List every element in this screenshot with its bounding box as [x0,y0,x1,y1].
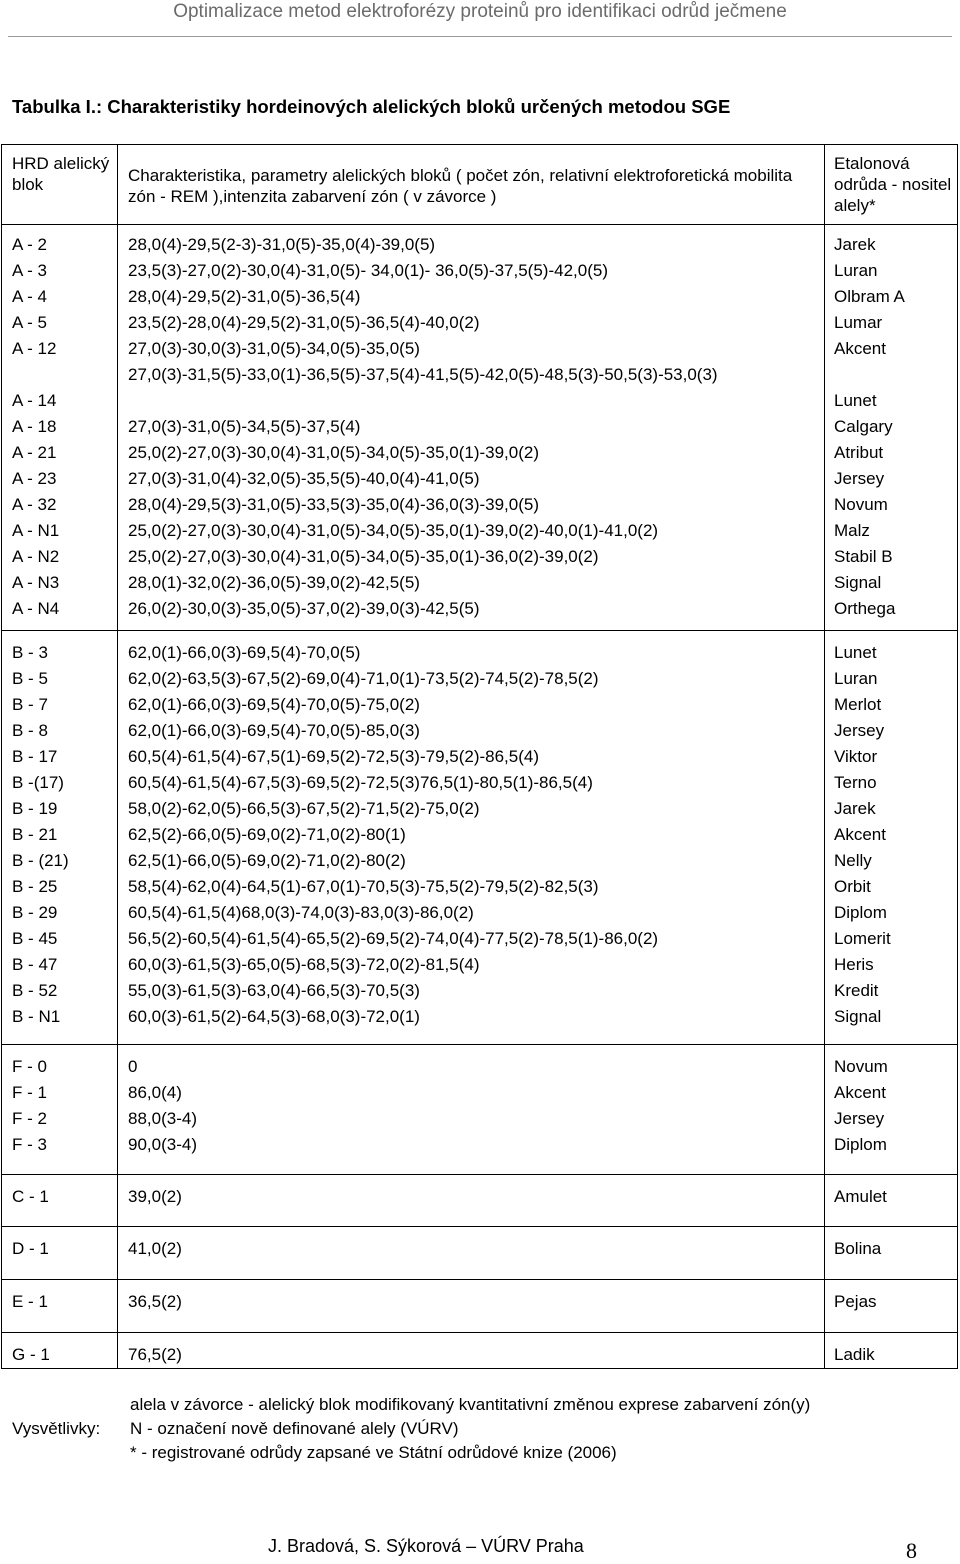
cell-characteristics: 28,0(4)-29,5(3)-31,0(5)-33,5(3)-35,0(4)-36,0(3)-39,0(5) [128,495,540,514]
cell-characteristics: 0 [128,1057,138,1076]
cell-etalon-variety: Jarek [834,799,876,818]
table-row [0,310,959,336]
cell-characteristics: 56,5(2)-60,5(4)-61,5(4)-65,5(2)-69,5(2)-74,0(4)-77,5(2)-78,5(1)-86,0(2) [128,929,659,948]
cell-etalon-variety: Amulet [834,1187,887,1206]
cell-etalon-variety: Akcent [834,339,886,358]
cell-allele-block: F - 0 [12,1057,47,1076]
table-row [0,596,959,622]
cell-allele-block: A - 21 [12,443,57,462]
cell-characteristics: 60,0(3)-61,5(2)-64,5(3)-68,0(3)-72,0(1) [128,1007,420,1026]
cell-allele-block: B - 17 [12,747,58,766]
cell-allele-block: C - 1 [12,1187,49,1206]
table-rule [1,1332,958,1333]
table-row [0,492,959,518]
cell-allele-block: B - 8 [12,721,48,740]
cell-allele-block: F - 1 [12,1083,47,1102]
table-row [0,952,959,978]
table-column-rule [117,144,118,1369]
cell-characteristics: 62,0(1)-66,0(3)-69,5(4)-70,0(5)-85,0(3) [128,721,420,740]
cell-etalon-variety: Jarek [834,235,876,254]
cell-characteristics: 58,5(4)-62,0(4)-64,5(1)-67,0(1)-70,5(3)-75,5(2)-79,5(2)-82,5(3) [128,877,599,896]
table-row [0,544,959,570]
cell-allele-block: B - 29 [12,903,58,922]
cell-etalon-variety: Diplom [834,1135,887,1154]
cell-etalon-variety: Jersey [834,1109,885,1128]
cell-etalon-variety: Bolina [834,1239,882,1258]
table-row [0,466,959,492]
cell-allele-block: A - 4 [12,287,47,306]
cell-characteristics: 90,0(3-4) [128,1135,197,1154]
legend-label: Vysvětlivky: [12,1419,101,1438]
cell-etalon-variety: Lomerit [834,929,891,948]
cell-allele-block: B - 45 [12,929,58,948]
table-column-rule [957,144,958,1369]
header-col-etalon-variety: Etalonová odrůda - nositel alely* [834,154,952,215]
cell-allele-block: B -(17) [12,773,64,792]
cell-etalon-variety: Heris [834,955,874,974]
table-row [0,1342,959,1368]
table-row [0,900,959,926]
table-column-rule [1,144,2,1369]
cell-allele-block: B - 21 [12,825,58,844]
cell-etalon-variety: Kredit [834,981,879,1000]
table-caption: Tabulka I.: Charakteristiky hordeinových alelických bloků určených metodou SGE [12,96,731,117]
cell-etalon-variety: Luran [834,261,878,280]
table-row [0,414,959,440]
cell-etalon-variety: Lunet [834,391,877,410]
cell-characteristics: 58,0(2)-62,0(5)-66,5(3)-67,5(2)-71,5(2)-75,0(2) [128,799,480,818]
table-row [0,692,959,718]
cell-allele-block: A - N4 [12,599,60,618]
cell-allele-block: A - 32 [12,495,57,514]
table-rule [1,630,958,631]
cell-characteristics: 28,0(4)-29,5(2)-31,0(5)-36,5(4) [128,287,361,306]
cell-allele-block: A - 2 [12,235,47,254]
cell-characteristics: 27,0(3)-31,5(5)-33,0(1)-36,5(5)-37,5(4)-41,5(5)-42,0(5)-48,5(3)-50,5(3)-53,0(3) [128,365,718,384]
table-row [0,926,959,952]
cell-etalon-variety: Nelly [834,851,872,870]
cell-characteristics: 62,5(2)-66,0(5)-69,0(2)-71,0(2)-80(1) [128,825,406,844]
cell-allele-block: A - 23 [12,469,57,488]
cell-characteristics: 62,0(1)-66,0(3)-69,5(4)-70,0(5) [128,643,361,662]
table-row [0,822,959,848]
cell-etalon-variety: Atribut [834,443,884,462]
footer-authors: J. Bradová, S. Sýkorová – VÚRV Praha [268,1536,584,1556]
table-rule [1,224,958,225]
cell-etalon-variety: Signal [834,1007,882,1026]
cell-etalon-variety: Olbram A [834,287,905,306]
table-row [0,796,959,822]
cell-allele-block: A - 14 [12,391,57,410]
table-row [0,258,959,284]
cell-characteristics: 26,0(2)-30,0(3)-35,0(5)-37,0(2)-39,0(3)-42,5(5) [128,599,480,618]
cell-characteristics: 23,5(3)-27,0(2)-30,0(4)-31,0(5)- 34,0(1)- 36,0(5)-37,5(5)-42,0(5) [128,261,608,280]
cell-characteristics: 36,5(2) [128,1292,182,1311]
legend-line: alela v závorce - alelický blok modifikovaný kvantitativní změnou exprese zabarvení zón(y) [130,1395,811,1414]
cell-allele-block: E - 1 [12,1292,48,1311]
cell-characteristics: 86,0(4) [128,1083,182,1102]
cell-etalon-variety: Akcent [834,825,886,844]
cell-allele-block: A - 12 [12,339,57,358]
header-col-characteristics: Charakteristika, parametry alelických bloků ( počet zón, relativní elektroforetická mobilita zón - REM ),intenzita zabarvení zón ( v závorce ) [128,166,793,206]
cell-etalon-variety: Orbit [834,877,871,896]
cell-allele-block: B - 3 [12,643,48,662]
table-rule [1,1226,958,1227]
cell-allele-block: B - N1 [12,1007,61,1026]
cell-etalon-variety: Pejas [834,1292,877,1311]
table-row [0,1106,959,1132]
table-row [0,1289,959,1315]
table-rule [1,144,958,145]
cell-allele-block: G - 1 [12,1345,50,1364]
table-row [0,1054,959,1080]
table-column-rule [824,144,825,1369]
table-row [0,440,959,466]
table-row [0,1132,959,1158]
table-row [0,874,959,900]
cell-etalon-variety: Akcent [834,1083,886,1102]
table-row [0,1004,959,1030]
cell-etalon-variety: Orthega [834,599,896,618]
page-number: 8 [906,1538,917,1563]
cell-characteristics: 62,0(1)-66,0(3)-69,5(4)-70,0(5)-75,0(2) [128,695,420,714]
cell-etalon-variety: Calgary [834,417,893,436]
table-row [0,978,959,1004]
table-row [0,666,959,692]
cell-allele-block: B - 52 [12,981,58,1000]
table-row [0,518,959,544]
cell-characteristics: 28,0(4)-29,5(2-3)-31,0(5)-35,0(4)-39,0(5) [128,235,436,254]
table-row [0,362,959,414]
cell-characteristics: 41,0(2) [128,1239,182,1258]
cell-characteristics: 25,0(2)-27,0(3)-30,0(4)-31,0(5)-34,0(5)-35,0(1)-39,0(2) [128,443,540,462]
cell-allele-block: B - (21) [12,851,69,870]
cell-allele-block: A - 5 [12,313,47,332]
table-row [0,770,959,796]
cell-etalon-variety: Merlot [834,695,882,714]
cell-characteristics: 55,0(3)-61,5(3)-63,0(4)-66,5(3)-70,5(3) [128,981,420,1000]
cell-allele-block: A - 3 [12,261,47,280]
page-header-title: Optimalizace metod elektroforézy proteinů pro identifikaci odrůd ječmene [173,1,787,22]
table-rule [1,1044,958,1045]
cell-characteristics: 39,0(2) [128,1187,182,1206]
cell-characteristics: 28,0(1)-32,0(2)-36,0(5)-39,0(2)-42,5(5) [128,573,420,592]
cell-characteristics: 25,0(2)-27,0(3)-30,0(4)-31,0(5)-34,0(5)-35,0(1)-39,0(2)-40,0(1)-41,0(2) [128,521,659,540]
cell-allele-block: A - N3 [12,573,60,592]
cell-characteristics: 60,5(4)-61,5(4)-67,5(1)-69,5(2)-72,5(3)-79,5(2)-86,5(4) [128,747,540,766]
cell-allele-block: A - N1 [12,521,60,540]
cell-characteristics: 76,5(2) [128,1345,182,1364]
table-row [0,640,959,666]
cell-allele-block: B - 25 [12,877,58,896]
header-col-allele-block: HRD alelický blok [12,154,110,194]
table-row [0,848,959,874]
legend-line: N - označení nově definované alely (VÚRV) [130,1419,459,1438]
cell-etalon-variety: Lumar [834,313,883,332]
cell-etalon-variety: Jersey [834,469,885,488]
cell-etalon-variety: Malz [834,521,870,540]
table-rule [1,1174,958,1175]
cell-etalon-variety: Stabil B [834,547,893,566]
cell-allele-block: B - 5 [12,669,48,688]
cell-allele-block: F - 2 [12,1109,47,1128]
cell-etalon-variety: Terno [834,773,877,792]
table-row [0,232,959,258]
cell-etalon-variety: Lunet [834,643,877,662]
table-row [0,284,959,310]
cell-allele-block: B - 19 [12,799,58,818]
cell-characteristics: 23,5(2)-28,0(4)-29,5(2)-31,0(5)-36,5(4)-40,0(2) [128,313,480,332]
header-divider [8,36,952,37]
cell-etalon-variety: Diplom [834,903,887,922]
allele-table [0,144,959,1369]
cell-etalon-variety: Viktor [834,747,878,766]
table-row [0,1184,959,1210]
cell-etalon-variety: Luran [834,669,878,688]
cell-etalon-variety: Signal [834,573,882,592]
table-row [0,744,959,770]
table-row [0,570,959,596]
cell-characteristics: 62,0(2)-63,5(3)-67,5(2)-69,0(4)-71,0(1)-73,5(2)-74,5(2)-78,5(2) [128,669,599,688]
cell-characteristics: 27,0(3)-31,0(4)-32,0(5)-35,5(5)-40,0(4)-41,0(5) [128,469,480,488]
cell-allele-block: B - 7 [12,695,48,714]
table-row [0,718,959,744]
table-rule [1,1279,958,1280]
cell-allele-block: D - 1 [12,1239,49,1258]
cell-etalon-variety: Novum [834,495,888,514]
cell-characteristics: 60,5(4)-61,5(4)68,0(3)-74,0(3)-83,0(3)-86,0(2) [128,903,474,922]
table-row [0,1236,959,1262]
table-row [0,1080,959,1106]
cell-characteristics: 27,0(3)-30,0(3)-31,0(5)-34,0(5)-35,0(5) [128,339,420,358]
cell-allele-block: F - 3 [12,1135,47,1154]
table-rule [1,1368,958,1369]
cell-characteristics: 60,0(3)-61,5(3)-65,0(5)-68,5(3)-72,0(2)-81,5(4) [128,955,480,974]
cell-etalon-variety: Novum [834,1057,888,1076]
cell-etalon-variety: Ladik [834,1345,875,1364]
cell-characteristics: 62,5(1)-66,0(5)-69,0(2)-71,0(2)-80(2) [128,851,406,870]
cell-allele-block: A - 18 [12,417,57,436]
cell-etalon-variety: Jersey [834,721,885,740]
cell-characteristics: 27,0(3)-31,0(5)-34,5(5)-37,5(4) [128,417,361,436]
cell-characteristics: 25,0(2)-27,0(3)-30,0(4)-31,0(5)-34,0(5)-35,0(1)-36,0(2)-39,0(2) [128,547,599,566]
cell-characteristics: 88,0(3-4) [128,1109,197,1128]
table-row [0,336,959,362]
cell-allele-block: B - 47 [12,955,58,974]
cell-allele-block: A - N2 [12,547,60,566]
legend-line: * - registrované odrůdy zapsané ve Státní odrůdové knize (2006) [130,1443,617,1462]
cell-characteristics: 60,5(4)-61,5(4)-67,5(3)-69,5(2)-72,5(3)76,5(1)-80,5(1)-86,5(4) [128,773,593,792]
